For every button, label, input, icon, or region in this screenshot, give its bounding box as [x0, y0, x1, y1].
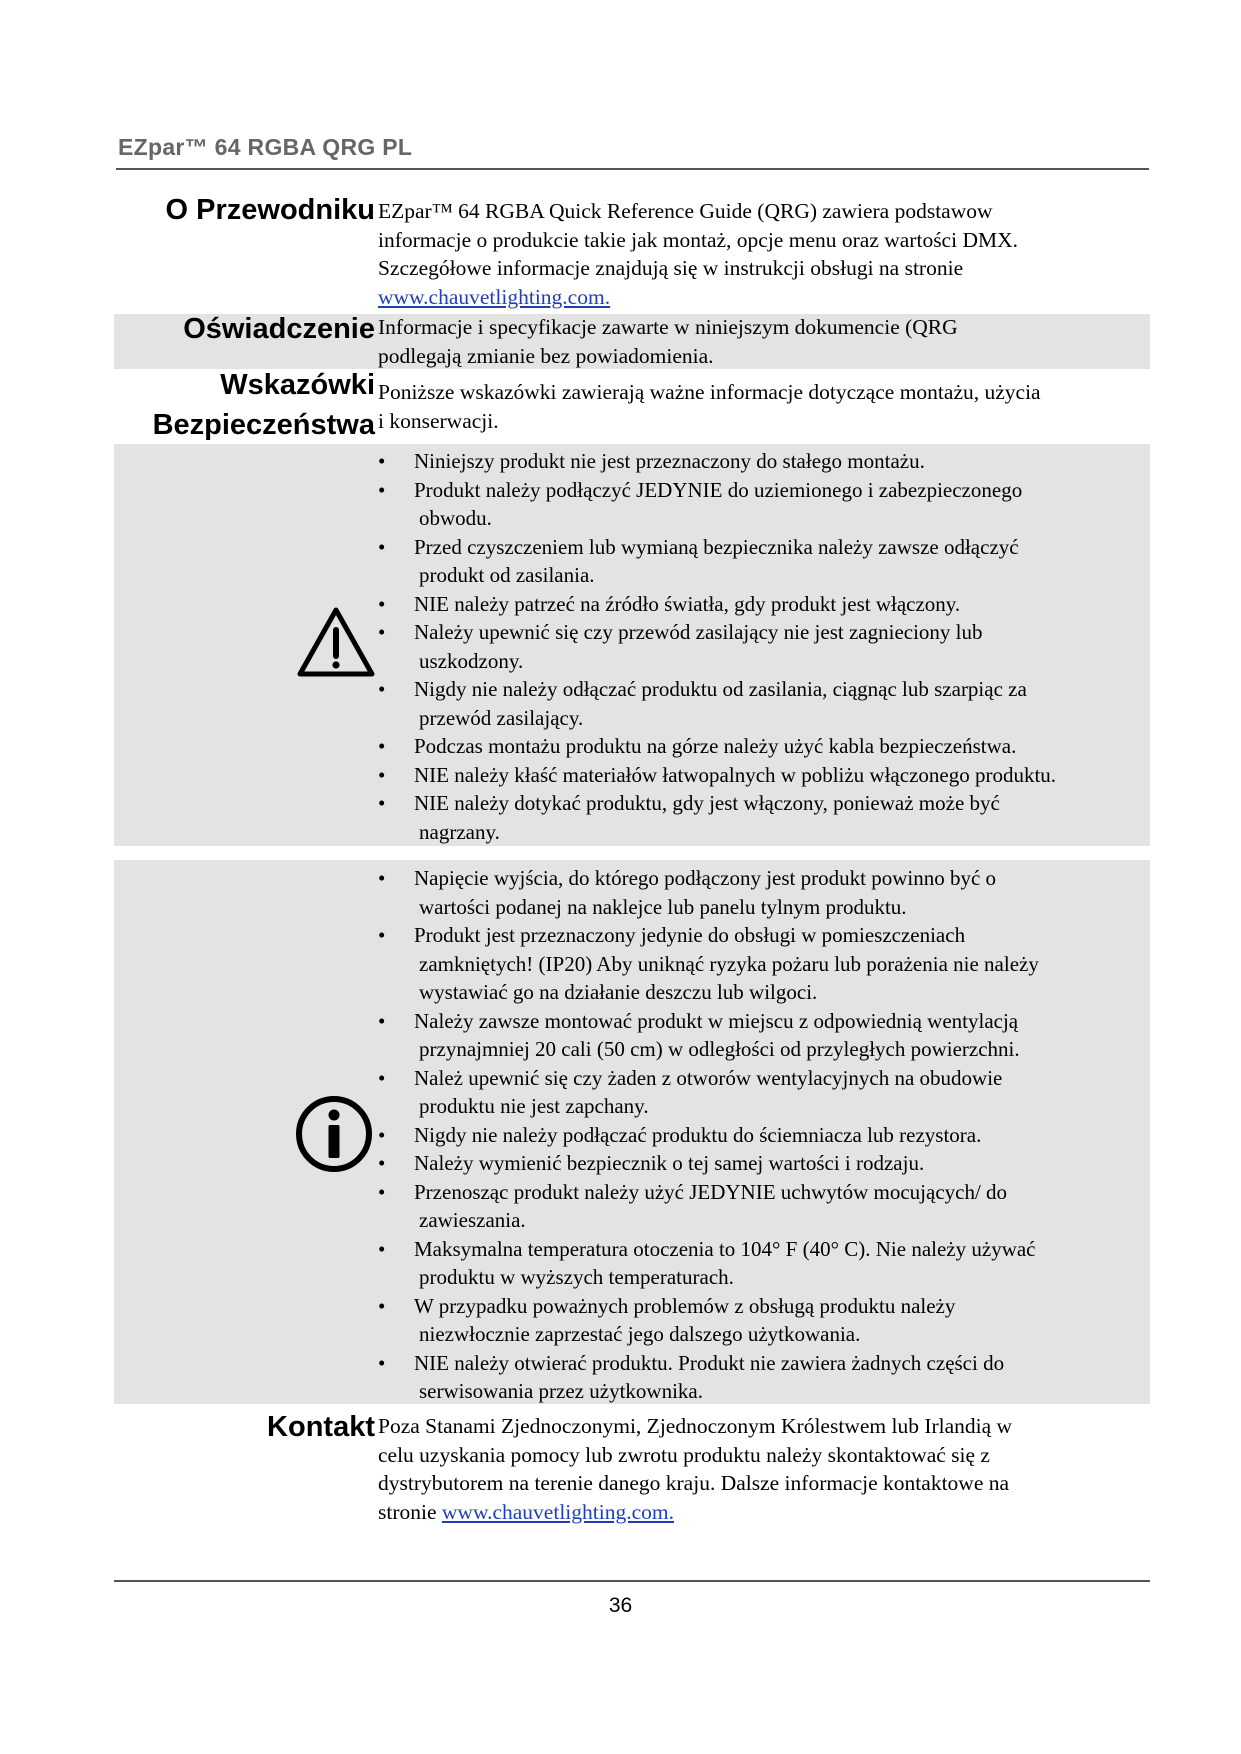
list-item: • Należy wymienić bezpiecznik o tej samej wartości i rodzaju. — [378, 1151, 925, 1175]
contact-prefix: stronie — [378, 1499, 437, 1524]
safety-heading-line2: Bezpieczeństwa — [152, 409, 375, 441]
chauvet-website-link[interactable]: www.chauvetlighting.com. — [441, 1499, 674, 1524]
about-line: Szczegółowe informacje znajdują się w instrukcji obsługi na stronie — [378, 256, 964, 280]
safety-intro-line: Poniższe wskazówki zawierają ważne informacje dotyczące montażu, użycia — [378, 380, 1041, 404]
notes-list — [378, 864, 1148, 1406]
disclaimer-text — [378, 313, 1153, 370]
list-item: • Napięcie wyjścia, do którego podłączony jest produkt powinno być o wartości podanej na naklejce lub panelu tylnym produktu. — [378, 866, 997, 919]
disclaimer-line: podlegają zmianie bez powiadomienia. — [378, 343, 714, 368]
about-line: informacje o produkcie takie jak montaż, opcje menu oraz wartości DMX. — [378, 227, 1018, 252]
list-item: • Należ upewnić się czy żaden z otworów wentylacyjnych na obudowie produktu nie jest zapchany. — [378, 1065, 1003, 1118]
list-item: • Niniejszy produkt nie jest przeznaczony do stałego montażu. — [378, 449, 925, 473]
list-item: • NIE należy patrzeć na źródło światła, gdy produkt jest włączony. — [378, 591, 961, 616]
about-text — [378, 197, 1153, 311]
list-item: • NIE należy dotykać produktu, gdy jest włączony, ponieważ może być nagrzany. — [378, 791, 1000, 844]
warnings-list — [378, 447, 1148, 846]
list-item: • W przypadku poważnych problemów z obsługą produktu należy niezwłocznie zaprzestać jego dalszego użytkowania. — [378, 1293, 956, 1346]
safety-intro-line: i konserwacji. — [378, 408, 499, 433]
chauvet-website-link[interactable]: www.chauvetlighting.com. — [378, 284, 611, 309]
about-heading: O Przewodniku — [165, 194, 375, 226]
list-item: • Maksymalna temperatura otoczenia to 104° F (40° C). Nie należy używać produktu w wyższych temperaturach. — [378, 1236, 1036, 1289]
disclaimer-heading: Oświadczenie — [183, 313, 375, 345]
list-item: • Produkt jest przeznaczony jedynie do obsługi w pomieszczeniach zamkniętych! (IP20) Aby uniknąć ryzyka pożaru lub porażenia nie należy wystawiać go na działanie deszczu lub wilgoci. — [378, 923, 1039, 1004]
list-item: • Podczas montażu produktu na górze należy użyć kabla bezpieczeństwa. — [378, 734, 1017, 758]
list-item: • Nigdy nie należy odłączać produktu od zasilania, ciągnąc lub szarpiąc za przewód zasilający. — [378, 677, 1027, 730]
list-item: • Przenosząc produkt należy użyć JEDYNIE uchwytów mocujących/ do zawieszania. — [378, 1179, 1008, 1232]
warning-triangle-icon — [296, 606, 376, 678]
info-circle-icon — [294, 1094, 374, 1174]
list-item: • NIE należy otwierać produktu. Produkt nie zawiera żadnych części do serwisowania przez użytkownika. — [378, 1350, 1005, 1403]
list-item: • Należy upewnić się czy przewód zasilający nie jest zagnieciony lub uszkodzony. — [378, 620, 983, 673]
safety-heading-line1: Wskazówki — [220, 369, 375, 401]
safety-intro — [378, 378, 1153, 435]
document-header-title: EZpar™ 64 RGBA QRG PL — [118, 134, 413, 160]
footer-rule — [114, 1580, 1150, 1582]
about-line: EZpar™ 64 RGBA Quick Reference Guide (QRG) zawiera podstawow — [378, 199, 993, 223]
list-item: • Przed czyszczeniem lub wymianą bezpiecznika należy zawsze odłączyć produkt od zasilania. — [378, 534, 1019, 587]
contact-line: dystrybutorem na terenie danego kraju. Dalsze informacje kontaktowe na — [378, 1471, 1010, 1495]
page-number: 36 — [608, 1594, 633, 1617]
header-rule — [116, 168, 1149, 170]
contact-line: Poza Stanami Zjednoczonymi, Zjednoczonym Królestwem lub Irlandią w — [378, 1414, 1013, 1438]
disclaimer-line: Informacje i specyfikacje zawarte w niniejszym dokumencie (QRG — [378, 315, 958, 339]
list-item: • Nigdy nie należy podłączać produktu do ściemniacza lub rezystora. — [378, 1122, 982, 1147]
contact-text — [378, 1412, 1153, 1526]
contact-heading: Kontakt — [267, 1411, 375, 1443]
list-item: • Produkt należy podłączyć JEDYNIE do uziemionego i zabezpieczonego obwodu. — [378, 477, 1023, 530]
list-item: • Należy zawsze montować produkt w miejscu z odpowiednią wentylacją przynajmniej 20 cali (50 cm) w odległości od przyległych powierzchni. — [378, 1008, 1020, 1061]
list-item: • NIE należy kłaść materiałów łatwopalnych w pobliżu włączonego produktu. — [378, 762, 1057, 787]
contact-line: celu uzyskania pomocy lub zwrotu produktu należy skontaktować się z — [378, 1442, 990, 1467]
